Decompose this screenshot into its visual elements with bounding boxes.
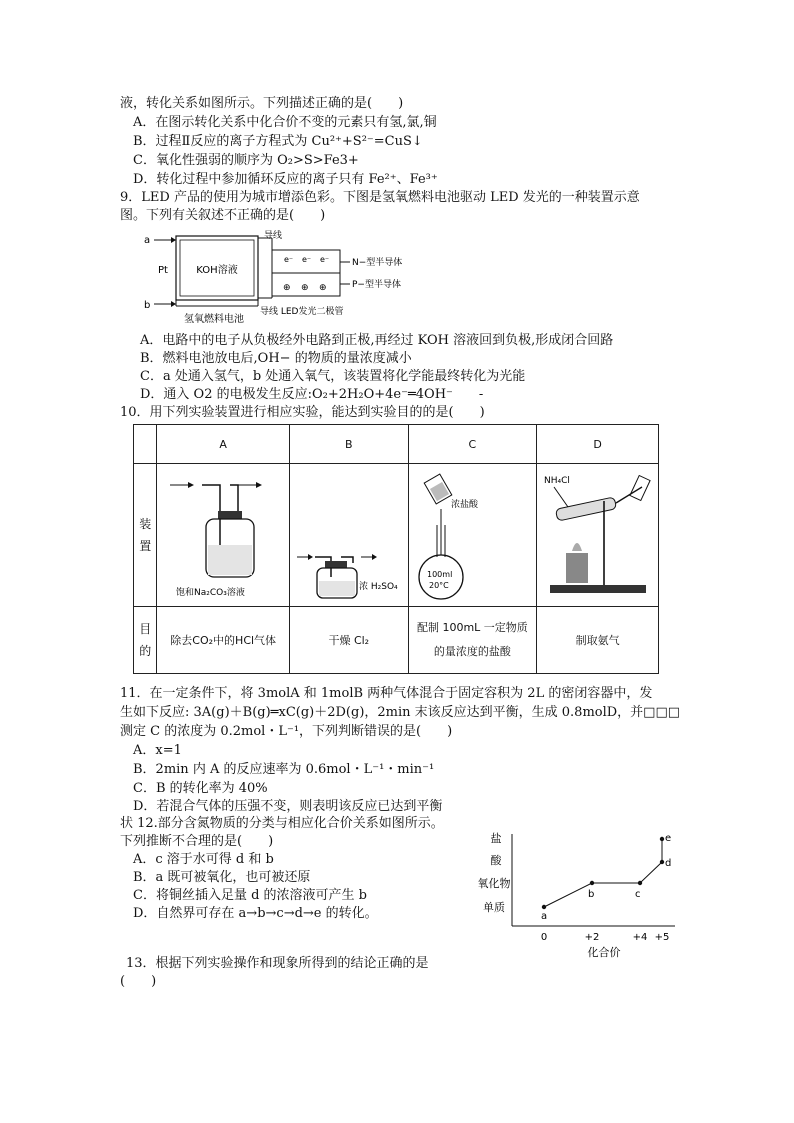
point-b xyxy=(590,881,594,885)
wire-top-label: 导线 xyxy=(264,231,283,241)
fuel-cell-led-diagram xyxy=(140,226,430,326)
apparatus-b xyxy=(289,464,408,607)
header-b: B xyxy=(289,425,408,464)
koh-label: KOH溶液 xyxy=(196,265,238,276)
q9-option-d: D．通入 O2 的电极发生反应:O₂+2H₂O+4e⁻═4OH⁻ - xyxy=(140,387,484,402)
q12-stem-1: 状 12.部分含氮物质的分类与相应化合价关系如图所示。 xyxy=(120,816,444,831)
x-tick-4: +4 xyxy=(632,932,648,943)
inlet-a-label: a xyxy=(144,235,151,246)
label-acid: 浓盐酸 xyxy=(451,499,479,510)
q12-option-a: A．c 溶于水可得 d 和 b xyxy=(133,852,274,867)
nitrogen-valence-chart xyxy=(470,826,680,960)
led-label: 导线 LED发光二极管 xyxy=(260,307,344,317)
q13-stem-1: 13．根据下列实验操作和现象所得到的结论正确的是 xyxy=(126,956,429,971)
row-label-device: 装 置 xyxy=(134,464,157,607)
purpose-a: 除去CO₂中的HCl气体 xyxy=(157,607,290,674)
q11-stem-3: 测定 C 的浓度为 0.2mol・L⁻¹，下列判断错误的是( ) xyxy=(120,724,453,739)
pt-label: Pt xyxy=(158,265,168,276)
hole-3: ⊕ xyxy=(319,283,327,293)
x-tick-2: +2 xyxy=(584,932,600,943)
x-tick-0: 0 xyxy=(540,932,548,943)
label-b: b xyxy=(588,889,595,900)
hole-2: ⊕ xyxy=(301,283,309,293)
label-nh4cl: NH₄Cl xyxy=(543,475,570,486)
q9-option-a: A．电路中的电子从负极经外电路到正极,再经过 KOH 溶液回到负极,形成闭合回路 xyxy=(140,333,614,348)
fuel-cell-label: 氢氧燃料电池 xyxy=(184,314,244,325)
q12-option-d: D．自然界可存在 a→b→c→d→e 的转化。 xyxy=(133,906,378,921)
p-type-label: P−型半导体 xyxy=(352,280,401,290)
y-label-element: 单质 xyxy=(483,901,505,914)
electron-1: e⁻ xyxy=(284,255,294,264)
x-axis-label: 化合价 xyxy=(587,946,621,959)
purpose-d: 制取氨气 xyxy=(537,607,659,674)
point-d xyxy=(660,860,664,864)
point-c xyxy=(638,881,642,885)
label-na2co3: 饱和Na₂CO₃溶液 xyxy=(176,587,246,598)
q8-option-d: D．转化过程中参加循环反应的离子只有 Fe²⁺、Fe³⁺ xyxy=(133,172,438,187)
q8-option-b: B．过程Ⅱ反应的离子方程式为 Cu²⁺+S²⁻=CuS↓ xyxy=(133,134,423,149)
purpose-b: 干燥 Cl₂ xyxy=(289,607,408,674)
q8-option-a: A．在图示转化关系中化合价不变的元素只有氢,氯,铜 xyxy=(133,115,437,130)
label-a: a xyxy=(541,911,548,922)
q11-option-a: A．x=1 xyxy=(133,743,182,758)
apparatus-a xyxy=(157,464,290,607)
y-label-acid: 酸 xyxy=(490,854,502,867)
header-c: C xyxy=(408,425,537,464)
q9-option-c: C．a 处通入氢气，b 处通入氧气，该装置将化学能最终转化为光能 xyxy=(140,369,526,384)
y-label-oxide: 氧化物 xyxy=(477,877,511,890)
row-label-purpose: 目 的 xyxy=(134,607,157,674)
q11-option-c: C．B 的转化率为 40% xyxy=(133,781,268,796)
corner-cell xyxy=(134,425,157,464)
label-20c: 20°C xyxy=(429,580,450,590)
purpose-c: 配制 100mL 一定物质 的量浓度的盐酸 xyxy=(408,607,537,674)
label-e: e xyxy=(665,833,672,844)
point-a xyxy=(542,905,546,909)
q13-stem-2: ( ) xyxy=(120,974,157,989)
q11-stem-2: 生如下反应: 3A(g)＋B(g)═xC(g)＋2D(g)，2min 末该反应达到平衡，生成 0.8molD，并□□□ xyxy=(120,705,681,720)
q11-stem-1: 11．在一定条件下，将 3molA 和 1molB 两种气体混合于固定容积为 2L 的密闭容器中，发 xyxy=(120,686,653,701)
q8-option-c: C．氧化性强弱的顺序为 O₂>S>Fe3+ xyxy=(133,153,359,168)
q12-option-c: C．将铜丝插入足量 d 的浓溶液可产生 b xyxy=(133,888,367,903)
q12-option-b: B．a 既可被氧化，也可被还原 xyxy=(133,870,311,885)
q9-option-b: B．燃料电池放电后,OH− 的物质的量浓度减小 xyxy=(140,351,412,366)
apparatus-c xyxy=(408,464,537,607)
q10-table xyxy=(133,424,659,674)
label-100ml: 100ml xyxy=(427,569,453,579)
q9-stem-1: 9．LED 产品的使用为城市增添色彩。下图是氢氧燃料电池驱动 LED 发光的一种装置示意 xyxy=(120,190,640,205)
label-d: d xyxy=(665,858,672,869)
x-tick-5: +5 xyxy=(654,932,670,943)
q9-stem-2: 图。下列有关叙述不正确的是( ) xyxy=(120,208,326,223)
hole-1: ⊕ xyxy=(283,283,291,293)
q10-stem: 10．用下列实验装置进行相应实验，能达到实验目的的是( ) xyxy=(120,405,485,420)
q11-option-b: B．2min 内 A 的反应速率为 0.6mol・L⁻¹・min⁻¹ xyxy=(133,762,435,777)
label-h2so4: 浓 H₂SO₄ xyxy=(358,581,398,592)
electron-2: e⁻ xyxy=(302,255,312,264)
apparatus-d xyxy=(537,464,659,607)
q12-stem-2: 下列推断不合理的是( ) xyxy=(120,834,274,849)
n-type-label: N−型半导体 xyxy=(352,258,403,268)
q8-stem: 液，转化关系如图所示。下列描述正确的是( ) xyxy=(120,96,404,111)
header-d: D xyxy=(537,425,659,464)
y-label-salt: 盐 xyxy=(490,832,502,845)
q11-option-d: D．若混合气体的压强不变，则表明该反应已达到平衡 xyxy=(133,799,443,814)
electron-3: e⁻ xyxy=(320,255,330,264)
inlet-b-label: b xyxy=(144,300,151,311)
label-c: c xyxy=(635,889,641,900)
header-a: A xyxy=(157,425,290,464)
point-e xyxy=(660,837,664,841)
